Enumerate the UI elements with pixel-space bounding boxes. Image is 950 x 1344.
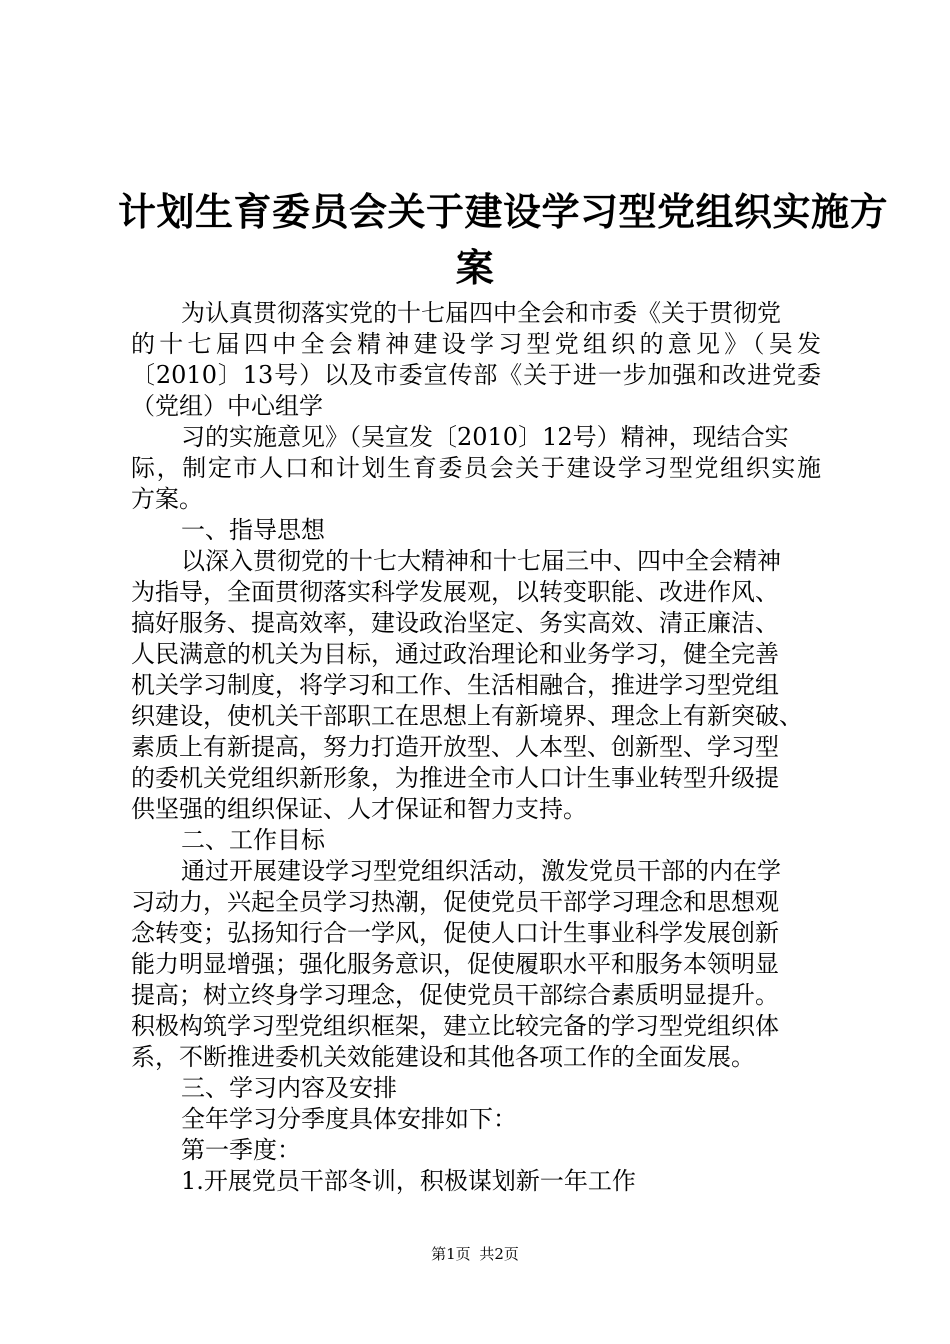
body-line: 搞好服务、提高效率，建设政治坚定、务实高效、清正廉洁、: [131, 609, 779, 637]
document-title-line-1: 计划生育委员会关于建设学习型党组织实施方: [118, 190, 889, 234]
body-line: （党组）中心组学: [131, 392, 323, 420]
body-line: 念转变；弘扬知行合一学风，促使人口计生事业科学发展创新: [131, 919, 779, 947]
body-line: 为认真贯彻落实党的十七届四中全会和市委《关于贯彻党: [181, 299, 781, 327]
body-line: 〔2010〕13号）以及市委宣传部《关于进一步加强和改进党委: [131, 361, 821, 389]
body-line: 全年学习分季度具体安排如下：: [181, 1105, 517, 1133]
page-number: 第1页: [431, 1245, 471, 1263]
body-line: 方案。: [131, 485, 203, 513]
body-line: 习动力，兴起全员学习热潮，促使党员干部学习理念和思想观: [131, 888, 779, 916]
body-line: 积极构筑学习型党组织框架，建立比较完备的学习型党组织体: [131, 1012, 779, 1040]
body-line: 织建设，使机关干部职工在思想上有新境界、理念上有新突破、: [131, 702, 803, 730]
body-line: 能力明显增强；强化服务意识，促使履职水平和服务本领明显: [131, 950, 779, 978]
body-line: 系，不断推进委机关效能建设和其他各项工作的全面发展。: [131, 1043, 755, 1071]
document-title-line-2: 案: [455, 246, 495, 290]
section-heading: 一、指导思想: [181, 516, 325, 544]
body-line: 际，制定市人口和计划生育委员会关于建设学习型党组织实施: [131, 454, 821, 482]
page-total: 共2页: [479, 1245, 519, 1263]
body-line: 习的实施意见》（吴宣发〔2010〕12号）精神，现结合实: [181, 423, 789, 451]
body-line: 1.开展党员干部冬训，积极谋划新一年工作: [181, 1167, 636, 1195]
body-line: 为指导，全面贯彻落实科学发展观，以转变职能、改进作风、: [131, 578, 779, 606]
document-body: [131, 298, 821, 1197]
section-heading: 二、工作目标: [181, 826, 325, 854]
body-line: 素质上有新提高，努力打造开放型、人本型、创新型、学习型: [131, 733, 779, 761]
body-line: 机关学习制度，将学习和工作、生活相融合，推进学习型党组: [131, 671, 779, 699]
body-line: 提高；树立终身学习理念，促使党员干部综合素质明显提升。: [131, 981, 779, 1009]
body-line: 的十七届四中全会精神建设学习型党组织的意见》（吴发: [131, 330, 821, 358]
section-heading: 三、学习内容及安排: [181, 1074, 397, 1102]
body-line: 的委机关党组织新形象，为推进全市人口计生事业转型升级提: [131, 764, 779, 792]
body-line: 通过开展建设学习型党组织活动，激发党员干部的内在学: [181, 857, 781, 885]
body-line: 供坚强的组织保证、人才保证和智力支持。: [131, 795, 587, 823]
body-line: 人民满意的机关为目标，通过政治理论和业务学习，健全完善: [131, 640, 779, 668]
body-line: 以深入贯彻党的十七大精神和十七届三中、四中全会精神: [181, 547, 781, 575]
page-footer: [0, 1244, 950, 1264]
body-line: 第一季度：: [181, 1136, 301, 1164]
